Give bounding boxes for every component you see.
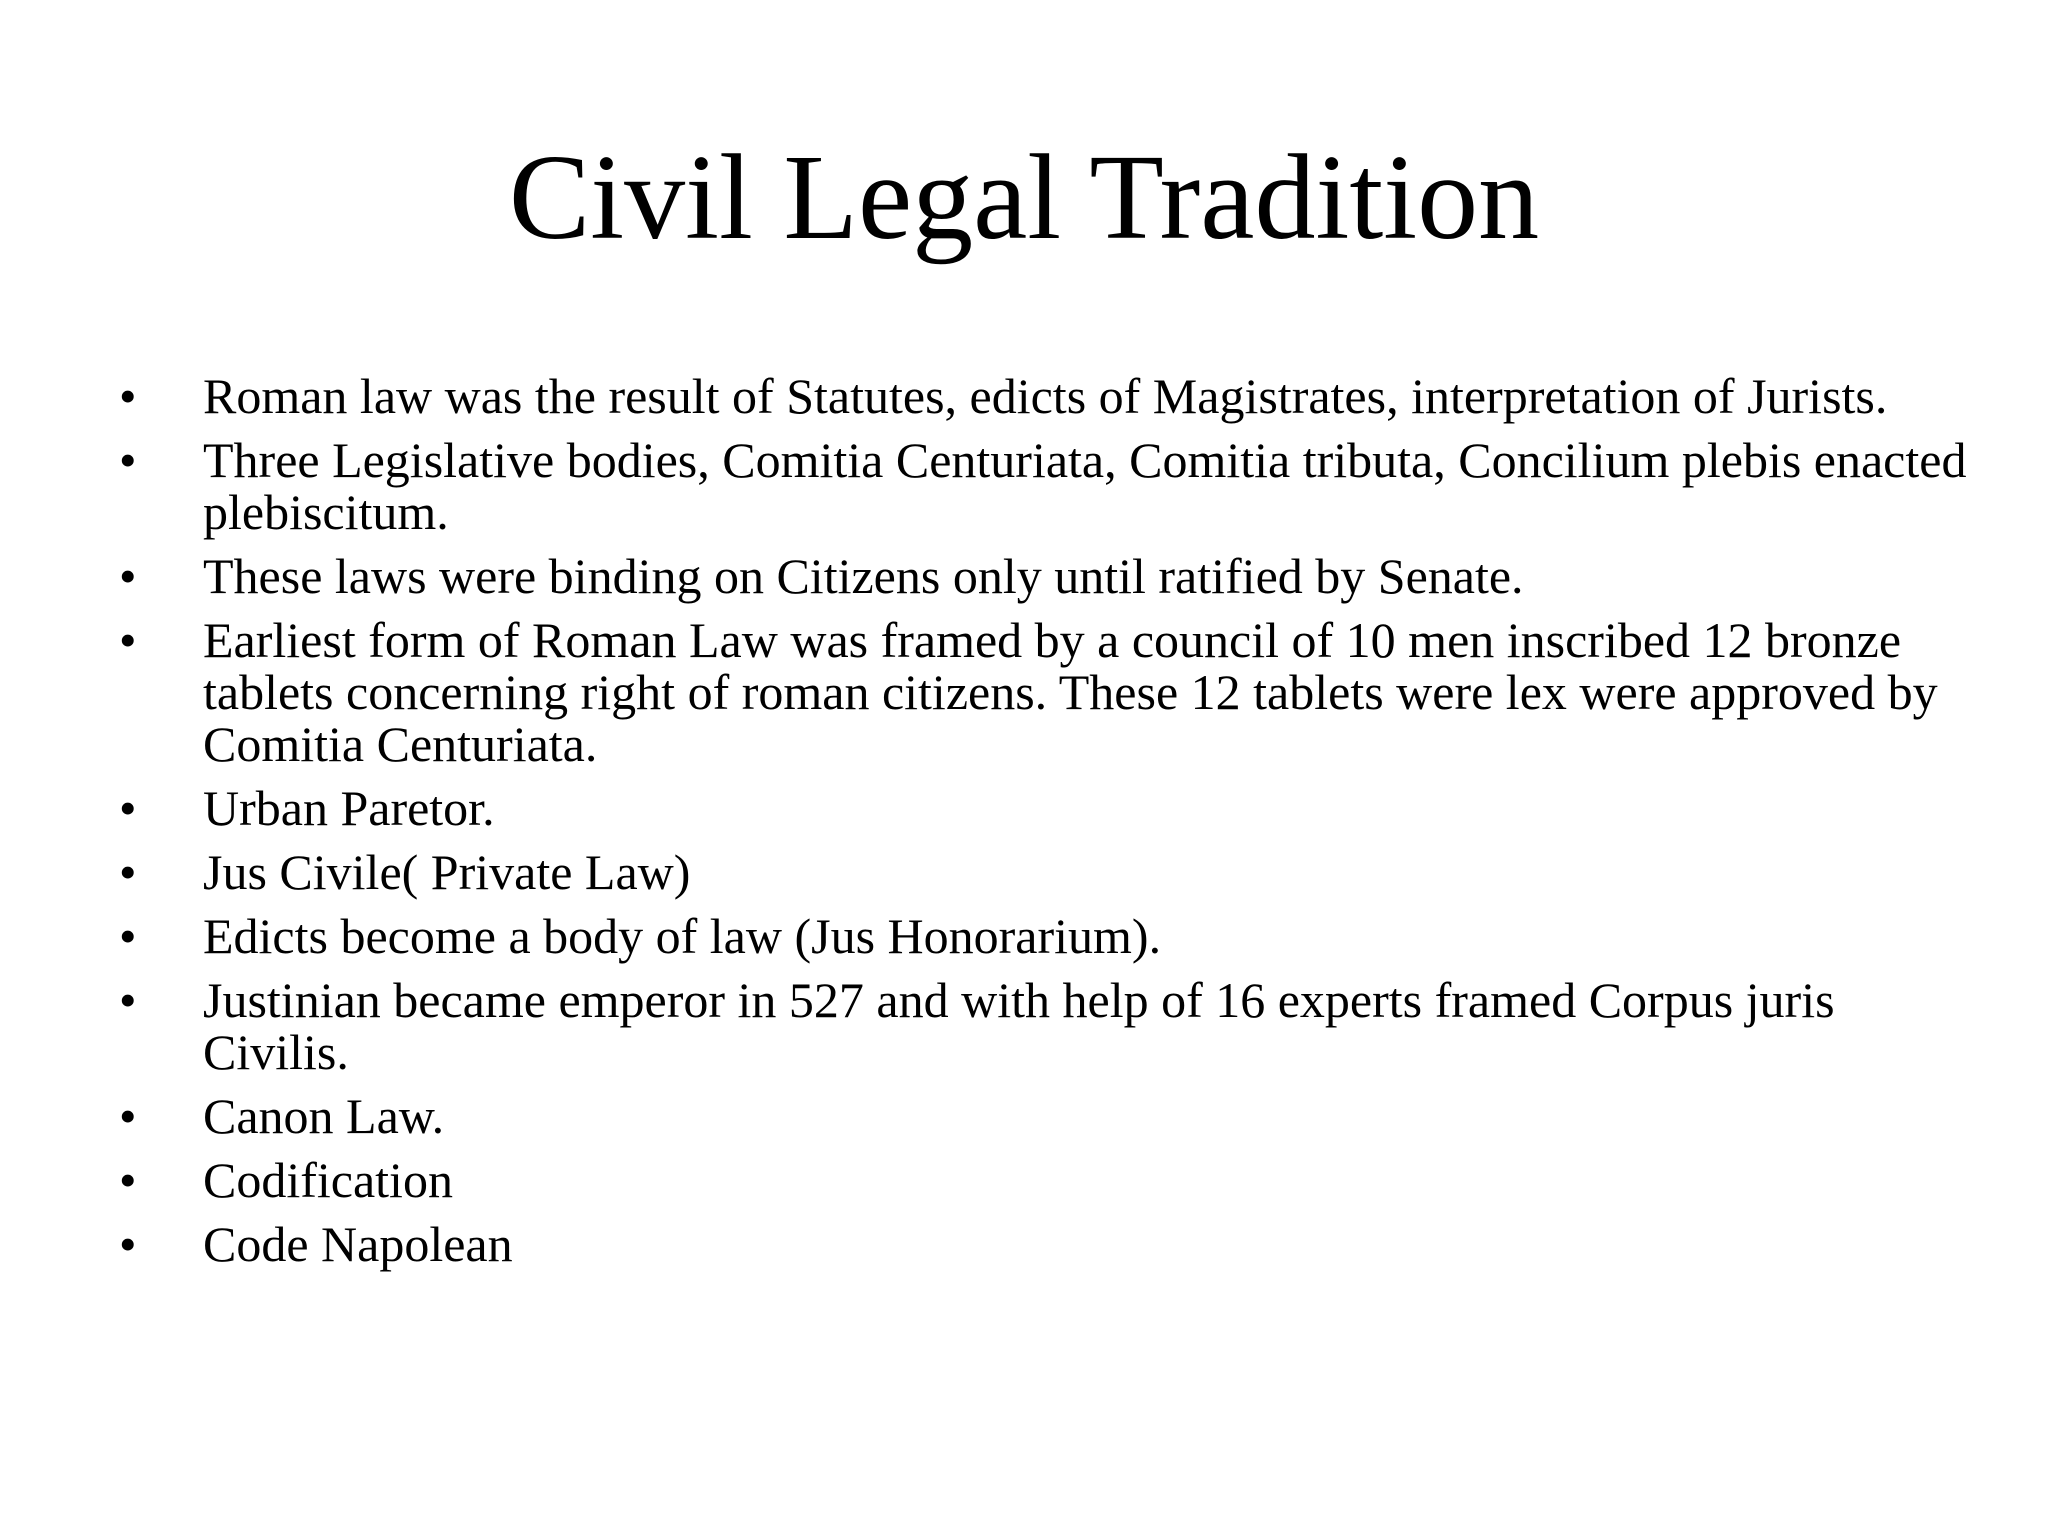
bullet-text: Justinian became emperor in 527 and with help of 16 experts framed Corpus juris Civilis.	[203, 972, 1835, 1080]
bullet-icon: •	[119, 1152, 137, 1208]
bullet-text: These laws were binding on Citizens only until ratified by Senate.	[203, 548, 1524, 604]
list-item	[119, 434, 1979, 538]
bullet-text: Edicts become a body of law (Jus Honorarium).	[203, 908, 1162, 964]
list-item	[119, 550, 1979, 602]
bullet-text: Jus Civile( Private Law)	[203, 844, 691, 900]
list-item	[119, 1218, 1979, 1270]
bullet-icon: •	[119, 368, 137, 424]
bullet-text: Urban Paretor.	[203, 780, 495, 836]
bullet-icon: •	[119, 780, 137, 836]
bullet-icon: •	[119, 1088, 137, 1144]
bullet-icon: •	[119, 844, 137, 900]
bullet-icon: •	[119, 432, 137, 488]
list-item	[119, 846, 1979, 898]
list-item	[119, 974, 1979, 1078]
list-item	[119, 910, 1979, 962]
bullet-text: Roman law was the result of Statutes, edicts of Magistrates, interpretation of Jurists.	[203, 368, 1888, 424]
bullet-text: Code Napolean	[203, 1216, 513, 1272]
list-item	[119, 782, 1979, 834]
slide-title: Civil Legal Tradition	[508, 130, 1540, 265]
bullet-text: Earliest form of Roman Law was framed by a council of 10 men inscribed 12 bronze tablets concerning right of roman citizens. These 12 tablets were lex were approved by Comitia Centuriata.	[203, 612, 1938, 772]
bullet-icon: •	[119, 548, 137, 604]
bullet-text: Codification	[203, 1152, 453, 1208]
bullet-icon: •	[119, 908, 137, 964]
bullet-text: Three Legislative bodies, Comitia Centuriata, Comitia tributa, Concilium plebis enacted plebiscitum.	[203, 432, 1967, 540]
bullet-icon: •	[119, 972, 137, 1028]
list-item	[119, 614, 1979, 770]
list-item	[119, 370, 1979, 422]
bullet-text: Canon Law.	[203, 1088, 445, 1144]
bullet-icon: •	[119, 612, 137, 668]
list-item	[119, 1090, 1979, 1142]
list-item	[119, 1154, 1979, 1206]
bullet-list	[119, 370, 1979, 1282]
bullet-icon: •	[119, 1216, 137, 1272]
